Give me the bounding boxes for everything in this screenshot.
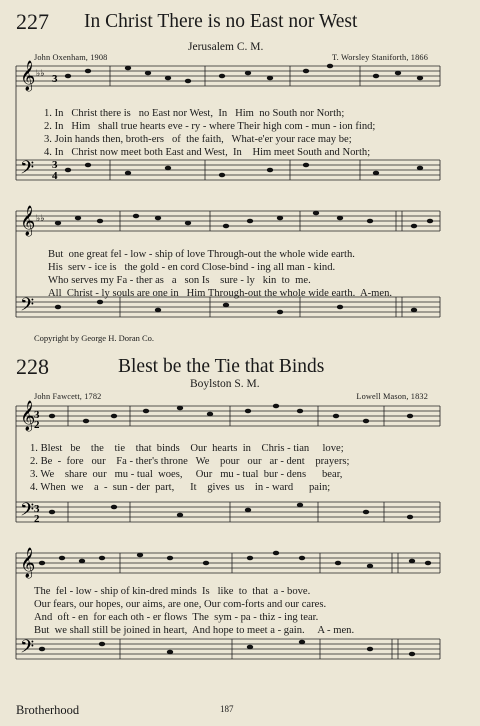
svg-text:𝄢: 𝄢 — [20, 295, 35, 320]
svg-text:𝄞: 𝄞 — [20, 401, 36, 431]
svg-text:𝄞: 𝄞 — [20, 61, 36, 91]
svg-text:𝄞: 𝄞 — [20, 206, 36, 236]
verse-lyrics — [48, 248, 392, 300]
verse-line: 3. We share our mu - tual woes, Our mu - tual bur - dens bear, — [30, 469, 343, 480]
hymn-number: 227 — [16, 9, 49, 34]
svg-text:3: 3 — [52, 73, 58, 85]
hymn-number: 228 — [16, 354, 49, 379]
verse-line: 4. When we a - sun - der part, It gives us in - ward pain; — [30, 482, 331, 493]
tune-name: Jerusalem C. M. — [188, 41, 264, 53]
verse-line: And oft - en for each oth - er flows The sym - pa - thiz - ing tear. — [34, 612, 319, 623]
author-credit: John Fawcett, 1782 — [34, 392, 102, 401]
svg-text:3: 3 — [52, 159, 58, 171]
svg-text:2: 2 — [34, 419, 40, 431]
verse-line: 2. In Him shall true hearts eve - ry - where Their high com - mun - ion find; — [44, 121, 376, 132]
verse-lyrics — [34, 585, 354, 637]
svg-text:4: 4 — [52, 170, 58, 182]
svg-text:𝄢: 𝄢 — [20, 637, 35, 662]
verse-line: The fel - low - ship of kin-dred minds Is like to that a - bove. — [34, 586, 311, 597]
verse-lyrics — [44, 107, 375, 159]
svg-text:3: 3 — [34, 409, 40, 421]
svg-text:𝄢: 𝄢 — [20, 158, 35, 183]
svg-text:♭♭: ♭♭ — [36, 68, 45, 78]
verse-line: 1. Blest be the tie that binds Our hearts in Chris - tian love; — [30, 443, 344, 454]
composer-credit: Lowell Mason, 1832 — [356, 392, 428, 401]
verse-line: 3. Join hands then, broth-ers of the faith, What-e'er your race may be; — [44, 134, 352, 145]
verse-line: 1. In Christ there is no East nor West, In Him no South nor North; — [44, 108, 345, 119]
author-credit: John Oxenham, 1908 — [34, 53, 108, 62]
verse-line: But one great fel - low - ship of love Through-out the whole wide earth. — [48, 249, 355, 260]
verse-line: Our fears, our hopes, our aims, are one, Our com-forts and our cares. — [34, 599, 327, 610]
verse-line: All Christ - ly souls are one in Him Through-out the whole wide earth. A-men. — [48, 288, 393, 299]
svg-text:♭♭: ♭♭ — [36, 213, 45, 223]
hymn-title: Blest be the Tie that Binds — [118, 356, 325, 377]
verse-line: His serv - ice is the gold - en cord Close-bind - ing all man - kind. — [48, 262, 336, 273]
svg-text:𝄞: 𝄞 — [20, 548, 36, 578]
verse-line: Who serves my Fa - ther as a son Is sure - ly kin to me. — [48, 275, 311, 286]
verse-line: 2. Be - fore our Fa - ther's throne We pour our ar - dent prayers; — [30, 456, 350, 467]
verse-line: 4. In Christ now meet both East and West, In Him meet South and North; — [44, 147, 371, 158]
svg-text:2: 2 — [34, 513, 40, 525]
copyright-note: Copyright by George H. Doran Co. — [34, 333, 155, 343]
verse-lyrics — [30, 442, 349, 494]
page-number: 187 — [220, 704, 234, 714]
hymn-title: In Christ There is no East nor West — [84, 11, 358, 32]
tune-name: Boylston S. M. — [190, 378, 260, 390]
composer-credit: T. Worsley Staniforth, 1866 — [332, 53, 428, 62]
section-label: Brotherhood — [16, 703, 80, 717]
svg-text:3: 3 — [34, 503, 40, 515]
verse-line: But we shall still be joined in heart, And hope to meet a - gain. A - men. — [34, 625, 355, 636]
svg-text:𝄢: 𝄢 — [20, 500, 35, 525]
